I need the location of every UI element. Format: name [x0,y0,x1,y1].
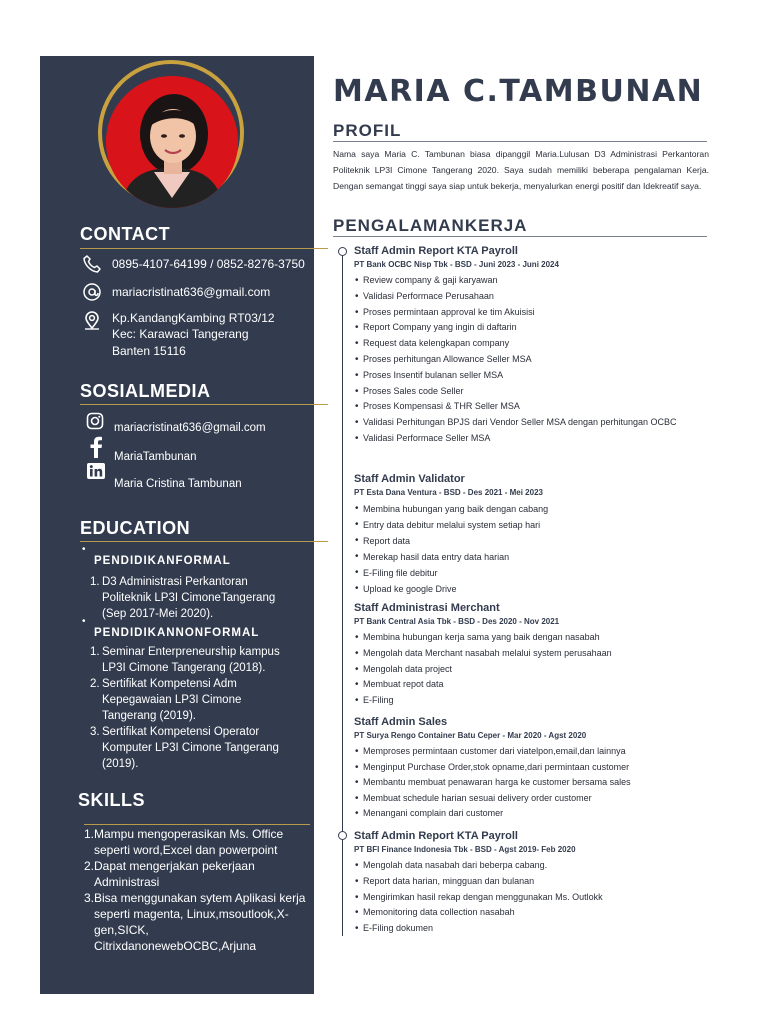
instagram-icon [86,412,104,430]
list-item: • Mengolah data nasabah dari beberpa cabang. [354,858,714,874]
duty-list [354,273,714,447]
sidebar [40,56,314,994]
job-title: Staff Admin Report KTA Payroll [354,245,518,257]
list-item: • E-Filing dokumen [354,921,714,937]
job-entry [354,601,714,709]
duty-list [354,744,714,822]
location-icon [82,310,102,330]
page-title: MARIA C.TAMBUNAN [333,74,704,109]
linkedin-icon [86,462,106,480]
list-item: • Mengolah data Merchant nasabah melalui system perusahaan [354,646,714,662]
duty-list [354,630,714,709]
job-entry [354,472,714,597]
job-company: PT Esta Dana Ventura - BSD - Des 2021 - Mei 2023 [354,488,543,497]
list-item: • Request data kelengkapan company [354,336,714,352]
skills-divider [84,824,310,825]
list-item: • Membina hubungan yang baik dengan cabang [354,501,714,517]
list-item: • Memonitoring data collection nasabah [354,905,714,921]
skills-list [84,826,308,954]
list-item: • Mengolah data project [354,662,714,678]
job-company: PT Bank OCBC Nisp Tbk - BSD - Juni 2023 - Juni 2024 [354,260,559,269]
profile-text: Nama saya Maria C. Tambunan biasa dipanggil Maria.Lulusan D3 Administrasi Perkantoran Politeknik LP3I Cimone Tangerang 2020. Saya sudah memiliki beberapa pengalaman Kerja. Dengan semangat tinggi saya siap untuk bekerja, menyalurkan energi positif dan Idekreatif saya. [333,149,709,191]
timeline-dot [338,247,347,256]
contact-heading: CONTACT [80,224,171,244]
social-facebook: MariaTambunan [114,451,197,463]
list-item: • Menangani complain dari customer [354,806,714,822]
contact-address-line2: Kec: Karawaci Tangerang [112,327,249,341]
list-item: • Proses perhitungan Allowance Seller MSA [354,352,714,368]
list-item: 1. D3 Administrasi Perkantoran Politeknik LP3I CimoneTangerang (Sep 2017-Mei 2020). [90,576,276,620]
facebook-icon [88,436,104,458]
list-item: • Membina hubungan kerja sama yang baik dengan nasabah [354,630,714,646]
list-item: • Review company & gaji karyawan [354,273,714,289]
list-item: • Merekap hasil data entry data harian [354,549,714,565]
list-item: • Proses permintaan approval ke tim Akuisisi [354,305,714,321]
contact-address-line1: Kp.KandangKambing RT03/12 [112,311,275,325]
list-item: • Upload ke google Drive [354,581,714,597]
list-item: • Report data [354,533,714,549]
list-item: • Membuat repot data [354,677,714,693]
social-heading: SOSIALMEDIA [80,381,211,401]
contact-address-line3: Banten 15116 [112,344,186,358]
contact-email: mariacristinat636@gmail.com [112,285,271,299]
job-title: Staff Admin Sales [354,716,448,728]
list-item: • Menginput Purchase Order,stok opname,dari permintaan customer [354,760,714,776]
skills-heading: SKILLS [78,790,146,810]
nonformal-education-heading: PENDIDIKANNONFORMAL [94,627,260,639]
bullet: • [82,616,86,627]
list-item: 1. Seminar Enterpreneurship kampus LP3I Cimone Tangerang (2018). [90,646,280,674]
contact-divider [80,248,328,249]
contact-phone: 0895-4107-64199 / 0852-8276-3750 [112,257,305,271]
timeline-dot [338,831,347,840]
job-company: PT Bank Central Asia Tbk - BSD - Des 2020 - Nov 2021 [354,617,560,626]
profile-heading: PROFIL [333,121,402,140]
experience-heading: PENGALAMANKERJA [333,216,528,235]
list-item: • E-Filing [354,693,714,709]
list-item: • E-Filing file debitur [354,565,714,581]
social-linkedin: Maria Cristina Tambunan [114,478,242,490]
list-item: • Validasi Performace Perusahaan [354,289,714,305]
duty-list [354,858,714,937]
list-item: 2. Sertifikat Kompetensi Adm Kepegawaian LP3I Cimone Tangerang (2019). [90,678,242,722]
list-item: • Report data harian, mingguan dan bulanan [354,874,714,890]
education-heading: EDUCATION [80,518,191,538]
list-item: • Proses Kompensasi & THR Seller MSA [354,399,714,415]
list-item: • Mengirimkan hasil rekap dengan menggunakan Ms. Outlokk [354,890,714,906]
list-item: • Proses Sales code Seller [354,384,714,400]
education-divider [80,541,328,542]
formal-education-heading: PENDIDIKANFORMAL [94,555,231,567]
list-item: • Memproses permintaan customer dari viatelpon,email,dan lainnya [354,744,714,760]
list-item: • Validasi Perhitungan BPJS dari Vendor Seller MSA dengan perhitungan OCBC [354,415,714,431]
job-title: Staff Administrasi Merchant [354,602,500,614]
list-item: • Proses Insentif bulanan seller MSA [354,368,714,384]
profile-photo [106,76,238,208]
list-item: • Membuat schedule harian sesuai delivery order customer [354,791,714,807]
list-item: 2. Dapat mengerjakan pekerjaan Administrasi [84,859,255,889]
list-item: • Report Company yang ingin di daftarin [354,320,714,336]
bullet: • [82,544,86,555]
experience-divider [333,236,707,237]
list-item: • Entry data debitur melalui system setiap hari [354,517,714,533]
job-company: PT BFI Finance Indonesia Tbk - BSD - Agst 2019- Feb 2020 [354,845,576,854]
social-divider [80,404,328,405]
formal-education-list [90,574,286,622]
job-title: Staff Admin Validator [354,473,465,485]
list-item: 3. Bisa menggunakan sytem Aplikasi kerja seperti magenta, Linux,msoutlook,X-gen,SICK, CitrixdanonewebOCBC,Arjuna [84,891,306,953]
job-title: Staff Admin Report KTA Payroll [354,830,518,842]
phone-icon [82,254,102,274]
job-entry [354,715,714,822]
social-instagram: mariacristinat636@gmail.com [114,422,266,434]
job-company: PT Surya Rengo Container Batu Ceper - Mar 2020 - Agst 2020 [354,731,587,740]
duty-list [354,501,714,597]
job-entry [354,244,714,447]
job-entry [354,829,714,937]
nonformal-education-list [90,644,286,772]
list-item: 3. Sertifikat Kompetensi Operator Komputer LP3I Cimone Tangerang (2019). [90,726,279,770]
list-item: • Membantu membuat penawaran harga ke customer bersama sales [354,775,714,791]
list-item: • Validasi Performace Seller MSA [354,431,714,447]
profile-divider [333,141,707,142]
email-icon [82,282,102,302]
list-item: 1. Mampu mengoperasikan Ms. Office seperti word,Excel dan powerpoint [84,827,284,857]
